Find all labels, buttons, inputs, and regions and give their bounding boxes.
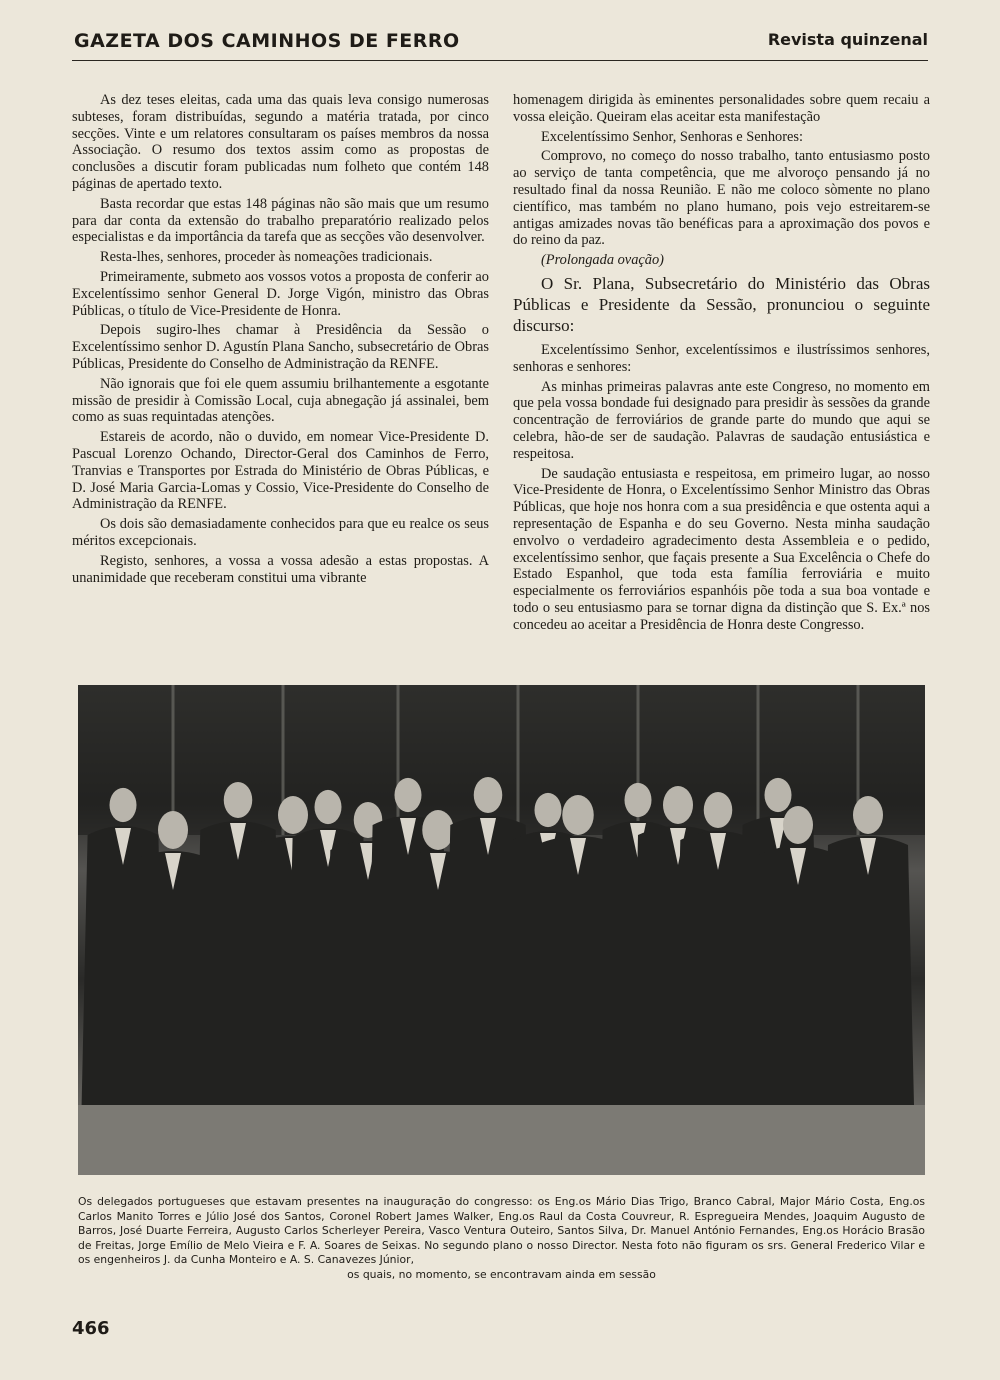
publication-title: GAZETA DOS CAMINHOS DE FERRO <box>74 30 460 52</box>
paragraph: Basta recordar que estas 148 páginas não são mais que um resumo para dar conta da extensão do trabalho preparatório realizado pelos especialistas e da importância da tarefa que as secções vão desenvolver. <box>72 195 489 246</box>
paragraph: De saudação entusiasta e respeitosa, em primeiro lugar, ao nosso Vice-Presidente de Honra, o Excelentíssimo Senhor Ministro das Obras Públicas, que hoje nos honra com a sua presidência e que ostenta aqui a representação de Espanha e do seu Governo. Nesta minha saudação envolvo o verdadeiro agradecimento desta Assembleia e o pedido, excelentíssimo senhor, que façais presente a Sua Excelência o Chefe do Estado Espanhol, que toda esta família ferroviária e muito especialmente os ferroviários espanhóis põe toda a sua boa vontade e todo o seu entusiasmo para se tornar digna da distinção que S. Ex.ª nos concedeu ao aceitar a Presidência de Honra deste Congresso. <box>513 465 930 633</box>
group-photo <box>78 685 925 1175</box>
speech-intro: O Sr. Plana, Subsecretário do Ministério das Obras Públicas e Presidente da Sessão, pronunciou o seguinte discurso: <box>513 273 930 335</box>
person-body <box>822 836 914 1105</box>
publication-tagline: Revista quinzenal <box>767 30 928 49</box>
person-head <box>474 777 503 813</box>
caption-last-line: os quais, no momento, se encontravam ainda em sessão <box>347 1267 656 1281</box>
caption-text: Os delegados portugueses que estavam presentes na inauguração do congresso: os Eng.os Mário Dias Trigo, Branco Cabral, Major Mário Costa, Eng.os Carlos Manito Torres e Júlio José dos Santos, Coronel Robert James Walker, Eng.os Raul da Costa Couvreur, R. Espregueira Mendes, Joaquim Augusto de Barros, José Duarte Ferreira, Augusto Carlos Scherleyer Pereira, Vasco Ventura Outeiro, Santos Silva, Dr. Manuel António Fernandes, Eng.os Horácio Brasão de Freitas, Jorge Emílio de Melo Vieira e F. A. Soares de Seixas. No segundo plano o nosso Director. Nesta foto não figuram os srs. General Frederico Vilar e os engenheiros J. da Cunha Monteiro e A. S. Canavezes Júnior, <box>78 1195 925 1267</box>
paragraph: As dez teses eleitas, cada uma das quais leva consigo numerosas subteses, foram distribuídas, segundo a matéria tratada, por cinco secções. Vinte e um relatores consultaram os países membros da nossa Associação. O resumo dos textos assim como as propostas de conclusões a discutir foram publicadas num folheto que contém 148 páginas de apertado texto. <box>72 92 489 192</box>
person-head <box>110 788 137 822</box>
ovation-note: (Prolongada ovação) <box>541 252 664 269</box>
person-head <box>625 783 652 817</box>
page-header <box>72 26 928 61</box>
person-head <box>395 778 422 812</box>
person-head <box>853 796 883 834</box>
page-number: 466 <box>72 1318 110 1339</box>
paragraph: Não ignorais que foi ele quem assumiu brilhantemente a esgotante missão de presidir à Comissão Local, cuja abnegação já assinalei, bem como as suas requintadas atenções. <box>72 375 489 426</box>
photo-caption <box>78 1195 925 1283</box>
paragraph: Os dois são demasiadamente conhecidos para que eu realce os seus méritos excepcionais. <box>72 516 489 549</box>
person-head <box>224 782 253 818</box>
speech-greeting: Excelentíssimo Senhor, excelentíssimos e ilustríssimos senhores, senhoras e senhores: <box>513 341 930 375</box>
person-head <box>562 795 594 835</box>
person-head <box>535 793 562 827</box>
person-head <box>765 778 792 812</box>
paragraph: Resta-lhes, senhores, proceder às nomeações tradicionais. <box>100 249 433 266</box>
speech-address: Excelentíssimo Senhor, Senhoras e Senhores: <box>541 128 804 145</box>
person-head <box>422 810 454 850</box>
person-head <box>158 811 188 849</box>
paragraph: Primeiramente, submeto aos vossos votos a proposta de conferir ao Excelentíssimo senhor General D. Jorge Vigón, ministro das Obras Públicas, o título de Vice-Presidente de Honra. <box>72 268 489 319</box>
paragraph: Depois sugiro-lhes chamar à Presidência da Sessão o Excelentíssimo senhor D. Agustín Plana Sancho, subsecretário de Obras Públicas, Presidente do Conselho de Administração da RENFE. <box>72 322 489 372</box>
group-photo-illustration <box>78 685 925 1175</box>
paragraph: Estareis de acordo, não o duvido, em nomear Vice-Presidente D. Pascual Lorenzo Ochando, Director-Geral dos Caminhos de Ferro, Tranvias e Transportes por Estrada do Ministério de Obras Públicas, e D. José Maria Garcia-Lomas y Cossio, Vice-Presidente do Conselho de Administração da RENFE. <box>72 429 489 513</box>
left-column <box>72 92 489 589</box>
paragraph: Registo, senhores, a vossa a vossa adesão a estas propostas. A unanimidade que receberam constitui uma vibrante <box>72 552 489 586</box>
person-head <box>315 790 342 824</box>
paragraph: Comprovo, no começo do nosso trabalho, tanto entusiasmo posto ao serviço de tanta competência, que me alvoroço pensando já no resultado final da nossa Reunião. E não me coloco sòmente no plano científico, mas também no plano humano, pois vejo estreitarem-se antigas amizades novas tão benéficas para a aproximação dos povos e do reino da paz. <box>513 148 930 249</box>
person-head <box>783 806 813 844</box>
person-head <box>704 792 733 828</box>
paragraph-continuation: homenagem dirigida às eminentes personalidades sobre quem recaiu a vossa eleição. Queiram elas aceitar esta manifestação <box>513 92 930 125</box>
paragraph: As minhas primeiras palavras ante este Congreso, no momento em que pela vossa bondade fui designado para presidir às sessões da grande concentração de ferroviários de grande parte do mundo que aqui se celebra, hão-de ser de saudação. Palavras de saudação entusiástica e respeitosa. <box>513 378 930 462</box>
right-column <box>513 92 930 637</box>
person-head <box>278 796 308 834</box>
person-head <box>663 786 693 824</box>
